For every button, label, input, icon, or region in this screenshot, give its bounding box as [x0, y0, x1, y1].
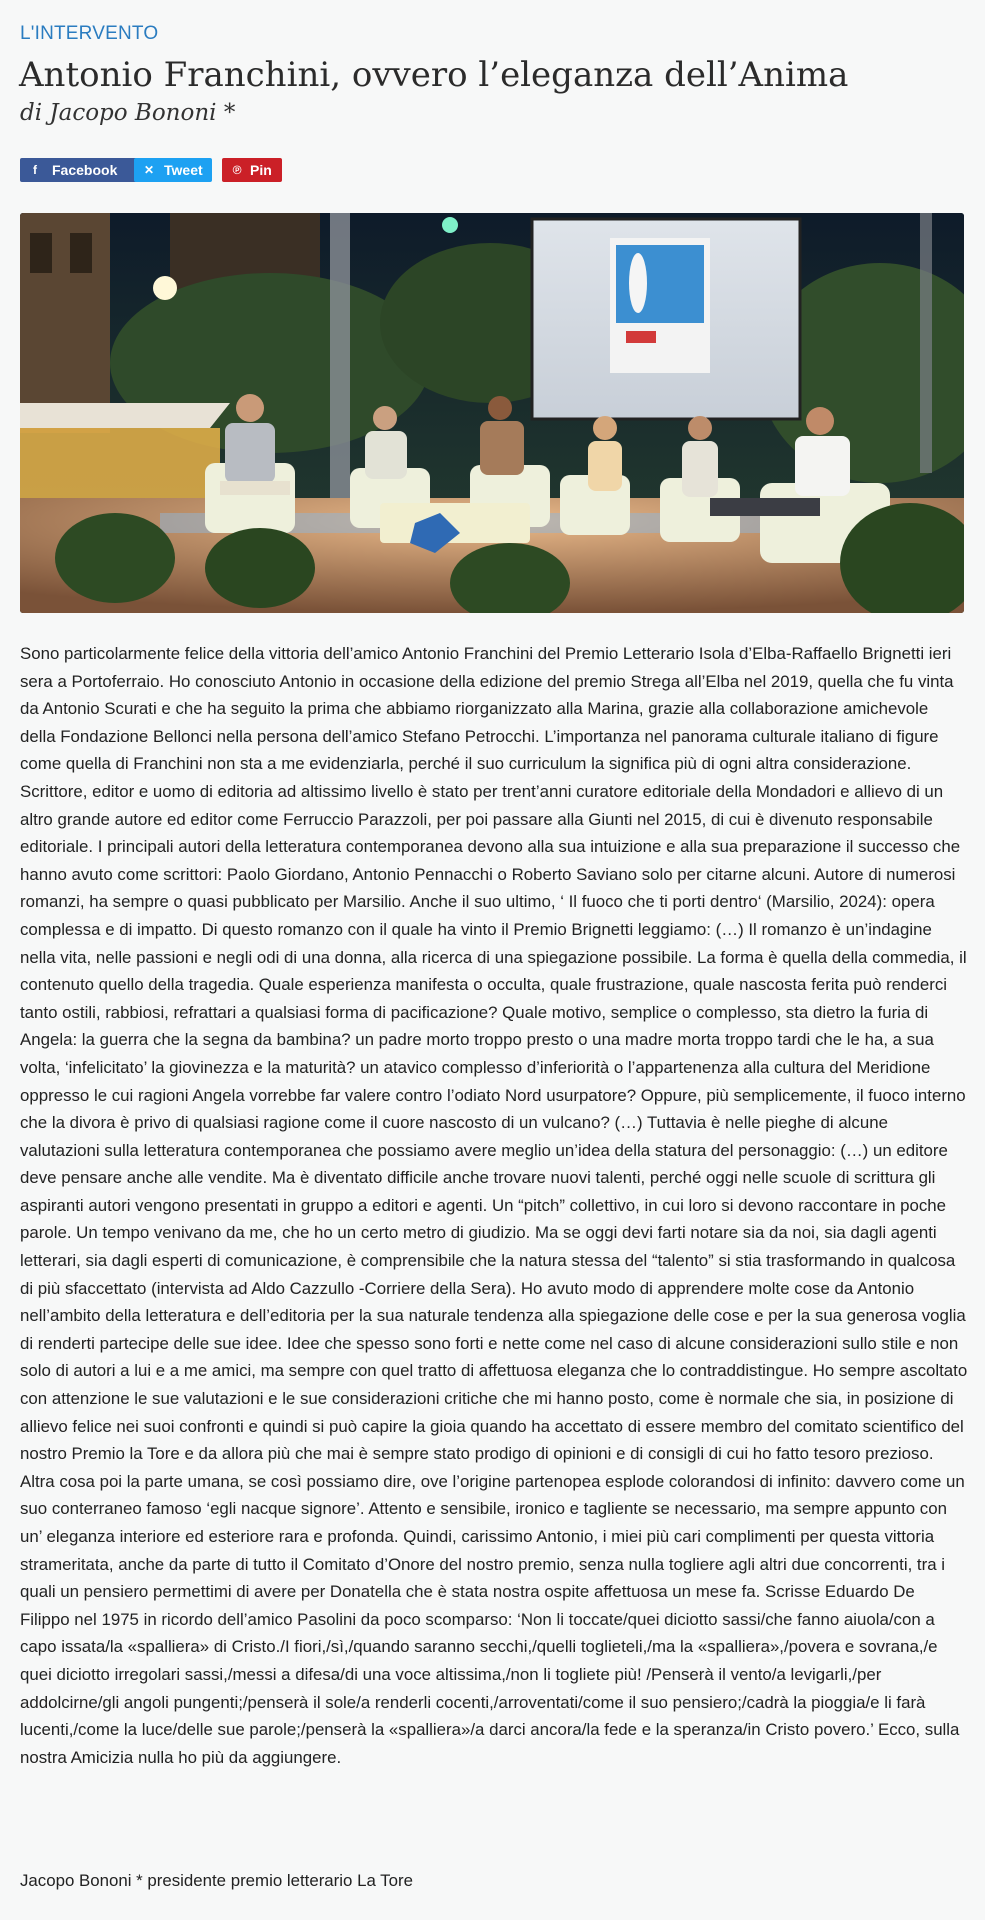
facebook-share-label: Facebook	[52, 162, 118, 178]
section-label[interactable]: L'INTERVENTO	[20, 23, 159, 44]
pinterest-icon: ℗	[232, 163, 242, 177]
facebook-icon: f	[33, 163, 37, 177]
article-body: Sono particolarmente felice della vittoria dell’amico Antonio Franchini del Premio Letterario Isola d’Elba-Raffaello Brignetti ieri sera a Portoferraio. Ho conosciuto Antonio in occasione della edizione del premio Strega all’Elba nel 2019, quella che fu vinta da Antonio Scurati e che ha seguito la prima che abbiamo riorganizzato alla Marina, grazie alla collaborazione amichevole della Fondazione Bellonci nella persona dell’amico Stefano Petrocchi. L’importanza nel panorama culturale italiano di figure come quella di Franchini non sta a me evidenziarla, perché il suo curriculum la significa più di ogni altra considerazione. Scrittore, editor e uomo di editoria ad altissimo livello è stato per trent’anni curatore editoriale della Mondadori e allievo di un altro grande autore ed editor come Ferruccio Parazzoli, per poi passare alla Giunti nel 2015, di cui è divenuto responsabile editoriale. I principali autori della letteratura contemporanea devono alla sua intuizione e alla sua preparazione il successo che hanno avuto come scrittori: Paolo Giordano, Antonio Pennacchi o Roberto Saviano solo per citarne alcuni. Autore di numerosi romanzi, ha sempre o quasi pubblicato per Marsilio. Anche il suo ultimo, ‘ Il fuoco che ti porti dentro‘ (Marsilio, 2024): opera complessa e di impatto. Di questo romanzo con il quale ha vinto il Premio Brignetti leggiamo: (…) Il romanzo è un’indagine nella vita, nelle passioni e negli odi di una donna, alla ricerca di una spiegazione possibile. La forma è quella della commedia, il contenuto quello della tragedia. Quale esperienza manifesta o occulta, quale frustrazione, quale nascosta ferita può renderci tanto ostili, rabbiosi, refrattari a qualsiasi forma di pacificazione? Quale motivo, semplice o complesso, sta dietro la furia di Angela: la guerra che la segna da bambina? un padre morto troppo presto o una madre morta troppo tardi che le ha, a sua volta, ‘infelicitato’ la giovinezza e la maturità? un atavico complesso d’inferiorità o l’appartenenza alla cultura del Meridione oppresso le cui ragioni Angela vorrebbe far valere contro l’odiato Nord usurpatore? Oppure, più semplicemente, il fuoco interno che la divora è privo di qualsiasi ragione come il cuore nascosto di un vulcano? (…) Tuttavia è nelle pieghe di alcune valutazioni sulla letteratura contemporanea che possiamo avere meglio un’idea della statura del personaggio: (…) un editore deve pensare anche alle vendite. Ma è diventato difficile anche trovare nuovi talenti, perché oggi nelle scuole di scrittura gli aspiranti autori vengono presentati in gruppo a editori e agenti. Un “pitch” collettivo, in cui loro si devono raccontare in poche parole. Un tempo venivano da me, che ho un certo metro di giudizio. Ma se oggi devi farti notare sia da noi, sia dagli agenti letterari, sia dagli esperti di comunicazione, è comprensibile che la natura stessa del “talento” si stia trasformando in qualcosa di più sfaccettato (intervista ad Aldo Cazzullo -Corriere della Sera). Ho avuto modo di apprendere molte cose da Antonio nell’ambito della letteratura e dell’editoria per la sua naturale tendenza alla spiegazione delle cose e per la sua generosa voglia di renderti partecipe delle sue idee. Idee che spesso sono forti e nette come nel caso di alcune considerazioni sullo stile e non solo di autori a lui e a me amici, ma sempre con quel tratto di affettuosa eleganza che lo contraddistingue. Ho sempre ascoltato con attenzione le sue valutazioni e le sue considerazioni critiche che mi hanno posto, come è normale che sia, in posizione di allievo felice nei suoi confronti e quindi si può capire la gioia quando ha accettato di essere membro del comitato scientifico del nostro Premio la Tore e da allora più che mai è sempre stato prodigo di opinioni e di consigli di cui ho fatto tesoro prezioso. Altra cosa poi la parte umana, se così possiamo dire, ove l’origine partenopea esplode colorandosi di infinito: davvero come un suo conterraneo famoso ‘egli nacque signore’. Attento e sensibile, ironico e tagliente se necessario, ma sempre appunto con un’ eleganza interiore ed esteriore rara e profonda. Quindi, carissimo Antonio, i miei più cari complimenti per questa vittoria strameritata, anche da parte di tutto il Comitato d’Onore del nostro premio, senza nulla togliere agli altri due concorrenti, tra i quali un pensiero permettimi di avere per Donatella che è stata nostra ospite affettuosa un mese fa. Scrisse Eduardo De Filippo nel 1975 in ricordo dell’amico Pasolini da poco scomparso: ‘Non li toccate/quei diciotto sassi/che fanno aiuola/con a capo issata/la «spalliera» di Cristo./I fiori,/sì,/quando saranno secchi,/quelli toglieteli,/ma la «spalliera»,/povera e sovrana,/e quei diciotto irregolari sassi,/messi a difesa/di una voce altissima,/non li togliete più! /Penserà il vento/a levigarli,/per addolcirne/gli angoli pungenti;/penserà il sole/a renderli cocenti,/arroventati/come il suo pensiero;/cadrà la pioggia/e li farà lucenti,/come la luce/delle sue parole;/penserà la «spalliera»/a darci ancora/la fede e la speranza/in Cristo povero.’ Ecco, sulla nostra Amicizia nulla ho più da aggiungere.	[20, 644, 968, 1767]
tweet-share-button[interactable]	[134, 158, 212, 182]
photo-illustration	[20, 213, 964, 613]
byline: di Jacopo Bononi *	[20, 100, 236, 126]
tweet-share-label: Tweet	[164, 162, 203, 178]
headline: Antonio Franchini, ovvero l’eleganza dell’Anima	[19, 55, 849, 95]
pin-share-button[interactable]	[222, 158, 282, 182]
stage-panel-photo	[20, 213, 964, 613]
pin-share-label: Pin	[250, 162, 272, 178]
author-signature: Jacopo Bononi * presidente premio letterario La Tore	[20, 1871, 413, 1890]
twitter-icon: ✕	[143, 163, 155, 177]
